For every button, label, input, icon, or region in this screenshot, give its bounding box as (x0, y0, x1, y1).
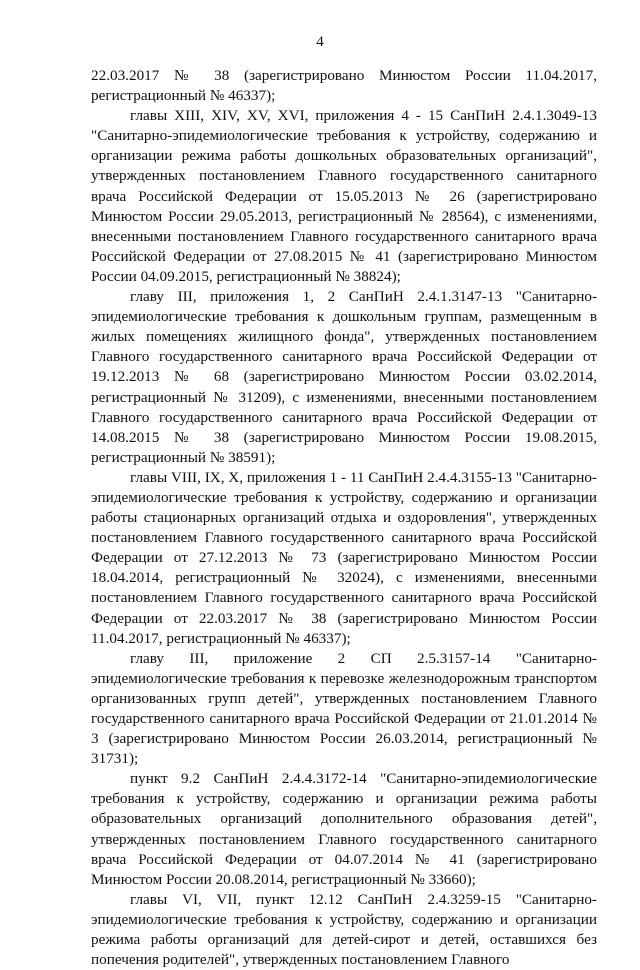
paragraph-sp-3157-14: главу III, приложение 2 СП 2.5.3157-14 "Санитарно-эпидемиологические требования к перевозке железнодорожным транспортом организованных групп детей", утвержденных постановлением Главного государственного санитарного врача Российской Федерации от 21.01.2014 № 3 (зарегистрировано Минюстом России 26.03.2014, регистрационный № 31731); (91, 649, 597, 768)
paragraph-sanpin-3147-13: главу III, приложения 1, 2 СанПиН 2.4.1.3147-13 "Санитарно-эпидемиологические требования к дошкольным группам, размещенным в жилых помещениях жилищного фонда", утвержденных постановлением Главного государственного санитарного врача Российской Федерации от 19.12.2013 № 68 (зарегистрировано Минюстом России 03.02.2014, регистрационный № 31209), с изменениями, внесенными постановлением Главного государственного санитарного врача Российской Федерации от 14.08.2015 № 38 (зарегистрировано Минюстом России 19.08.2015, регистрационный № 38591); (91, 288, 597, 466)
paragraph-sanpin-3155-13: главы VIII, IX, X, приложения 1 - 11 СанПиН 2.4.4.3155-13 "Санитарно-эпидемиологические требования к устройству, содержанию и организации работы стационарных организаций отдыха и оздоровления", утвержденных постановлением Главного государственного санитарного врача Российской Федерации от 27.12.2013 № 73 (зарегистрировано Минюстом России 18.04.2014, регистрационный № 32024), с изменениями, внесенными постановлением Главного государственного санитарного врача Российской Федерации от 22.03.2017 № 38 (зарегистрировано Минюстом России 11.04.2017, регистрационный № 46337); (91, 468, 597, 647)
paragraph-sanpin-3172-14: пункт 9.2 СанПиН 2.4.4.3172-14 "Санитарно-эпидемиологические требования к устройству, содержанию и организации режима работы образовательных организаций дополнительного образования детей", утвержденных постановлением Главного государственного санитарного врача Российской Федерации от 04.07.2014 № 41 (зарегистрировано Минюстом России 20.08.2014, регистрационный № 33660); (91, 770, 597, 888)
paragraph-sanpin-3259-15: главы VI, VII, пункт 12.12 СанПиН 2.4.3259-15 "Санитарно-эпидемиологические требования к устройству, содержанию и организации режима работы организаций для детей-сирот и детей, оставшихся без попечения родителей", утвержденных постановлением Главного (91, 890, 597, 969)
document-body (91, 66, 597, 970)
paragraph-continuation: 22.03.2017 № 38 (зарегистрировано Минюстом России 11.04.2017, регистрационный № 46337); (91, 67, 597, 105)
paragraph-sanpin-3049-13: главы XIII, XIV, XV, XVI, приложения 4 - 15 СанПиН 2.4.1.3049-13 "Санитарно-эпидемиологические требования к устройству, содержанию и организации режима работы дошкольных образовательных организаций", утвержденных постановлением Главного государственного санитарного врача Российской Федерации от 15.05.2013 № 26 (зарегистрировано Минюстом России 29.05.2013, регистрационный № 28564), с изменениями, внесенными постановлением Главного государственного санитарного врача Российской Федерации от 27.08.2015 № 41 (зарегистрировано Минюстом России 04.09.2015, регистрационный № 38824); (91, 107, 597, 285)
page-number: 4 (316, 34, 324, 50)
